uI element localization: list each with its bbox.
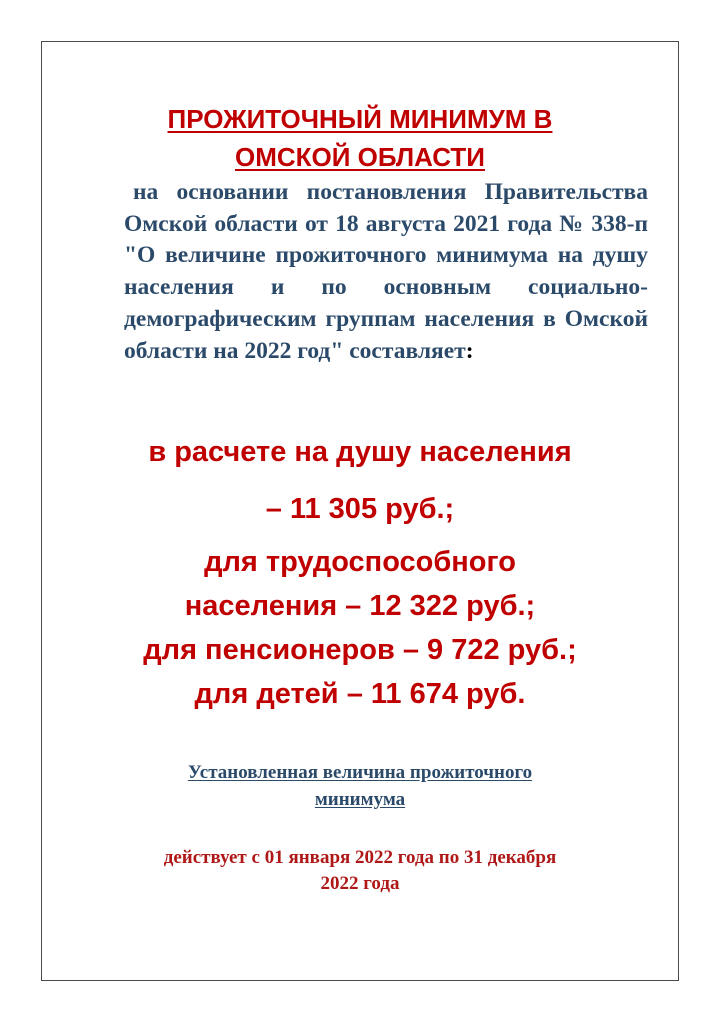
basis-paragraph xyxy=(124,177,648,367)
per-capita-value: – 11 305 руб.; xyxy=(265,493,455,525)
basis-text: на основании постановления Правительства Омской области от 18 августа 2021 года № 338-п "О величине прожиточного минимума на душу населения и по основным социально-демографическим группам населения в Омской области на 2022 год" составляет xyxy=(124,179,648,364)
working-value: населения – 12 322 руб.; xyxy=(184,590,536,622)
validity-line-2: 2022 года xyxy=(320,873,400,894)
note-line-1: Установленная величина прожиточного xyxy=(187,762,533,783)
working-label: для трудоспособного xyxy=(204,546,516,578)
basis-colon: : xyxy=(465,337,474,364)
heading-line-2: ОМСКОЙ ОБЛАСТИ xyxy=(235,142,485,172)
note-line-2: минимума xyxy=(314,789,406,810)
per-capita-label: в расчете на душу населения xyxy=(148,436,572,468)
pensioners-value: для пенсионеров – 9 722 руб.; xyxy=(143,634,577,666)
heading-line-1: ПРОЖИТОЧНЫЙ МИНИМУМ В xyxy=(167,104,553,134)
children-value: для детей – 11 674 руб. xyxy=(194,678,526,710)
validity-line-1: действует с 01 января 2022 года по 31 декабря xyxy=(163,847,557,868)
